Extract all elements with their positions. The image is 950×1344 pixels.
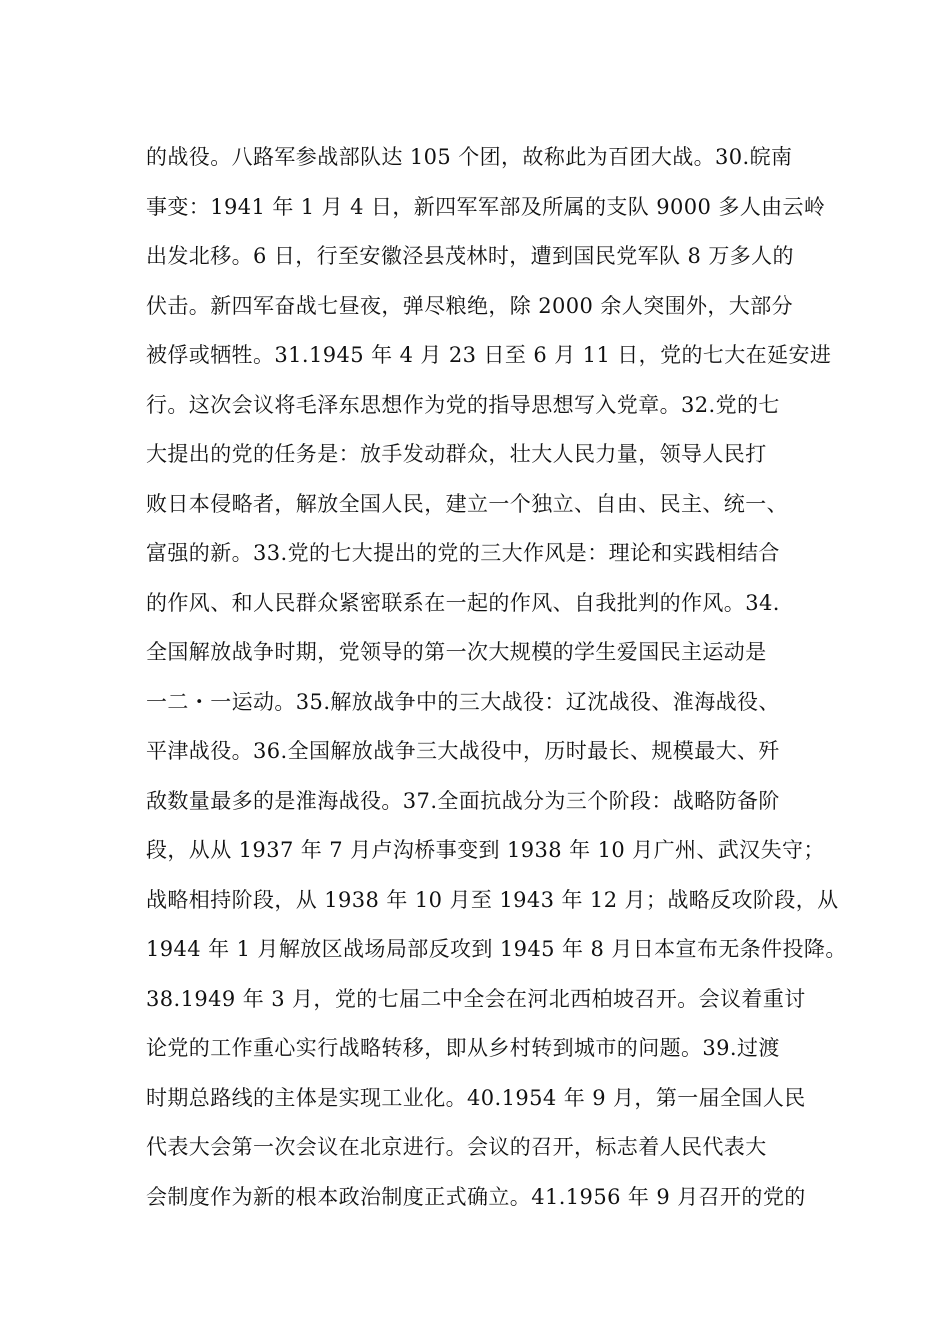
text-line: 敌数量最多的是淮海战役。37.全面抗战分为三个阶段：战略防备阶 — [146, 788, 780, 813]
text-line: 38.1949 年 3 月，党的七届二中全会在河北西柏坡召开。会议着重讨 — [146, 986, 806, 1011]
text-line: 行。这次会议将毛泽东思想作为党的指导思想写入党章。32.党的七 — [146, 392, 780, 417]
text-line: 事变：1941 年 1 月 4 日，新四军军部及所属的支队 9000 多人由云岭 — [146, 194, 826, 219]
text-line: 平津战役。36.全国解放战争三大战役中，历时最长、规模最大、歼 — [146, 739, 780, 763]
text-line: 败日本侵略者，解放全国人民，建立一个独立、自由、民主、统一、 — [146, 491, 788, 516]
text-line: 出发北移。6 日，行至安徽泾县茂林时，遭到国民党军队 8 万多人的 — [146, 244, 794, 268]
text-line: 全国解放战争时期，党领导的第一次大规模的学生爱国民主运动是 — [146, 640, 767, 664]
text-line: 1944 年 1 月解放区战场局部反攻到 1945 年 8 月日本宣布无条件投降。 — [146, 937, 847, 961]
text-line: 段，从从 1937 年 7 月卢沟桥事变到 1938 年 10 月广州、武汉失守； — [146, 838, 825, 862]
text-line: 的作风、和人民群众紧密联系在一起的作风、自我批判的作风。34. — [146, 590, 780, 615]
text-line: 的战役。八路军参战部队达 105 个团，故称此为百团大战。30.皖南 — [146, 145, 793, 169]
text-line: 论党的工作重心实行战略转移，即从乡村转到城市的问题。39.过渡 — [146, 1036, 780, 1060]
text-line: 会制度作为新的根本政治制度正式确立。41.1956 年 9 月召开的党的 — [146, 1184, 806, 1209]
text-line: 富强的新。33.党的七大提出的党的三大作风是：理论和实践相结合 — [146, 541, 780, 565]
body-text — [146, 133, 847, 1222]
text-line: 被俘或牺牲。31.1945 年 4 月 23 日至 6 月 11 日，党的七大在延安进 — [146, 343, 832, 367]
text-line: 时期总路线的主体是实现工业化。40.1954 年 9 月，第一届全国人民 — [146, 1085, 806, 1110]
text-line: 战略相持阶段，从 1938 年 10 月至 1943 年 12 月；战略反攻阶段，从 — [146, 887, 839, 912]
text-line: 一二・一运动。35.解放战争中的三大战役：辽沈战役、淮海战役、 — [146, 689, 780, 714]
text-line: 代表大会第一次会议在北京进行。会议的召开，标志着人民代表大 — [146, 1135, 767, 1159]
text-line: 大提出的党的任务是：放手发动群众，壮大人民力量，领导人民打 — [146, 442, 767, 466]
text-line: 伏击。新四军奋战七昼夜，弹尽粮绝，除 2000 余人突围外，大部分 — [146, 293, 793, 318]
